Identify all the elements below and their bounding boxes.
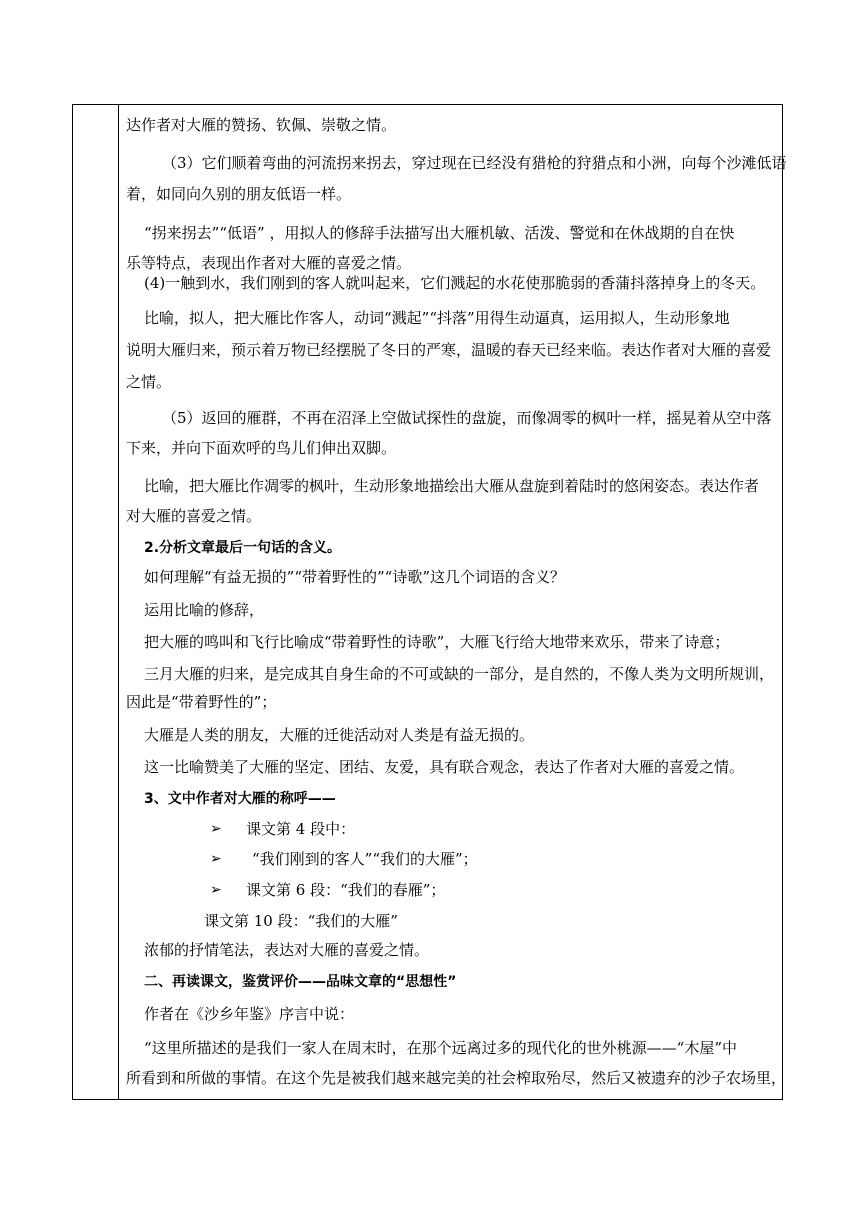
text-line: 着，如同向久别的朋友低语一样。 <box>126 185 352 203</box>
list-item: 课文第 10 段：“我们的大雁” <box>204 912 398 930</box>
text-line: 比喻，拟人，把大雁比作客人，动词“溅起”“抖落”用得生动逼真，运用拟人，生动形象地 <box>144 309 730 327</box>
text-line: 乐等特点，表现出作者对大雁的喜爱之情。 <box>126 254 412 272</box>
text-line: 运用比喻的修辞， <box>144 601 265 619</box>
text-line: 这一比喻赞美了大雁的坚定、团结、友爱，具有联合观念，表达了作者对大雁的喜爱之情。 <box>144 758 745 776</box>
bullet-arrow-icon: ➢ <box>210 821 222 837</box>
text-line: 因此是“带着野性的”； <box>126 693 277 711</box>
text-line: 大雁是人类的朋友，大雁的迁徙活动对人类是有益无损的。 <box>144 726 535 744</box>
text-line: (4)一触到水，我们刚到的客人就叫起来，它们溅起的水花使那脆弱的香蒲抖落掉身上的冬天。 <box>144 274 766 292</box>
section-heading: 二、再读课文，鉴赏评价——品味文章的“思想性” <box>144 974 457 990</box>
text-line: “拐来拐去”“低语” ，用拟人的修辞手法描写出大雁机敏、活泼、警觉和在休战期的自在快 <box>144 224 735 242</box>
text-line: 比喻，把大雁比作凋零的枫叶，生动形象地描绘出大雁从盘旋到着陆时的悠闲姿态。表达作者 <box>144 477 760 495</box>
text-line: 之情。 <box>126 373 172 391</box>
text-line: （3）它们顺着弯曲的河流拐来拐去，穿过现在已经没有猎枪的狩猎点和小洲，向每个沙滩低语 <box>162 154 787 172</box>
section-heading: 3、文中作者对大雁的称呼—— <box>144 791 336 807</box>
text-line: “这里所描述的是我们一家人在周末时，在那个远离过多的现代化的世外桃源——“木屋”中 <box>144 1039 738 1057</box>
text-line: 把大雁的鸣叫和飞行比喻成“带着野性的诗歌”，大雁飞行给大地带来欢乐，带来了诗意； <box>144 633 730 651</box>
text-line: 对大雁的喜爱之情。 <box>126 507 262 525</box>
text-line: （5）返回的雁群，不再在沼泽上空做试探性的盘旋，而像凋零的枫叶一样，摇晃着从空中落 <box>162 409 772 427</box>
bullet-arrow-icon: ➢ <box>210 851 222 867</box>
text-line: 浓郁的抒情笔法，表达对大雁的喜爱之情。 <box>144 941 430 959</box>
column-divider <box>118 104 119 1100</box>
list-item: “我们刚到的客人”“我们的大雁”； <box>252 850 478 868</box>
text-line: 达作者对大雁的赞扬、钦佩、崇敬之情。 <box>126 116 397 134</box>
text-line: 下来，并向下面欢呼的鸟儿们伸出双脚。 <box>126 439 397 457</box>
bullet-arrow-icon: ➢ <box>210 882 222 898</box>
text-line: 所看到和所做的事情。在这个先是被我们越来越完美的社会榨取殆尽，然后又被遗弃的沙子农场里， <box>126 1069 787 1087</box>
text-line: 说明大雁归来，预示着万物已经摆脱了冬日的严寒，温暖的春天已经来临。表达作者对大雁的喜爱 <box>126 341 772 359</box>
text-line: 如何理解“有益无损的”“带着野性的”“诗歌”这几个词语的含义？ <box>144 568 566 586</box>
list-item: 课文第 6 段：“我们的春雁”； <box>246 881 446 899</box>
text-line: 三月大雁的归来，是完成其自身生命的不可或缺的一部分，是自然的，不像人类为文明所规训， <box>144 665 775 683</box>
section-heading: 2.分析文章最后一句话的含义。 <box>144 540 342 556</box>
list-item: 课文第 4 段中： <box>246 820 356 838</box>
text-line: 作者在《沙乡年鉴》序言中说： <box>144 1005 355 1023</box>
